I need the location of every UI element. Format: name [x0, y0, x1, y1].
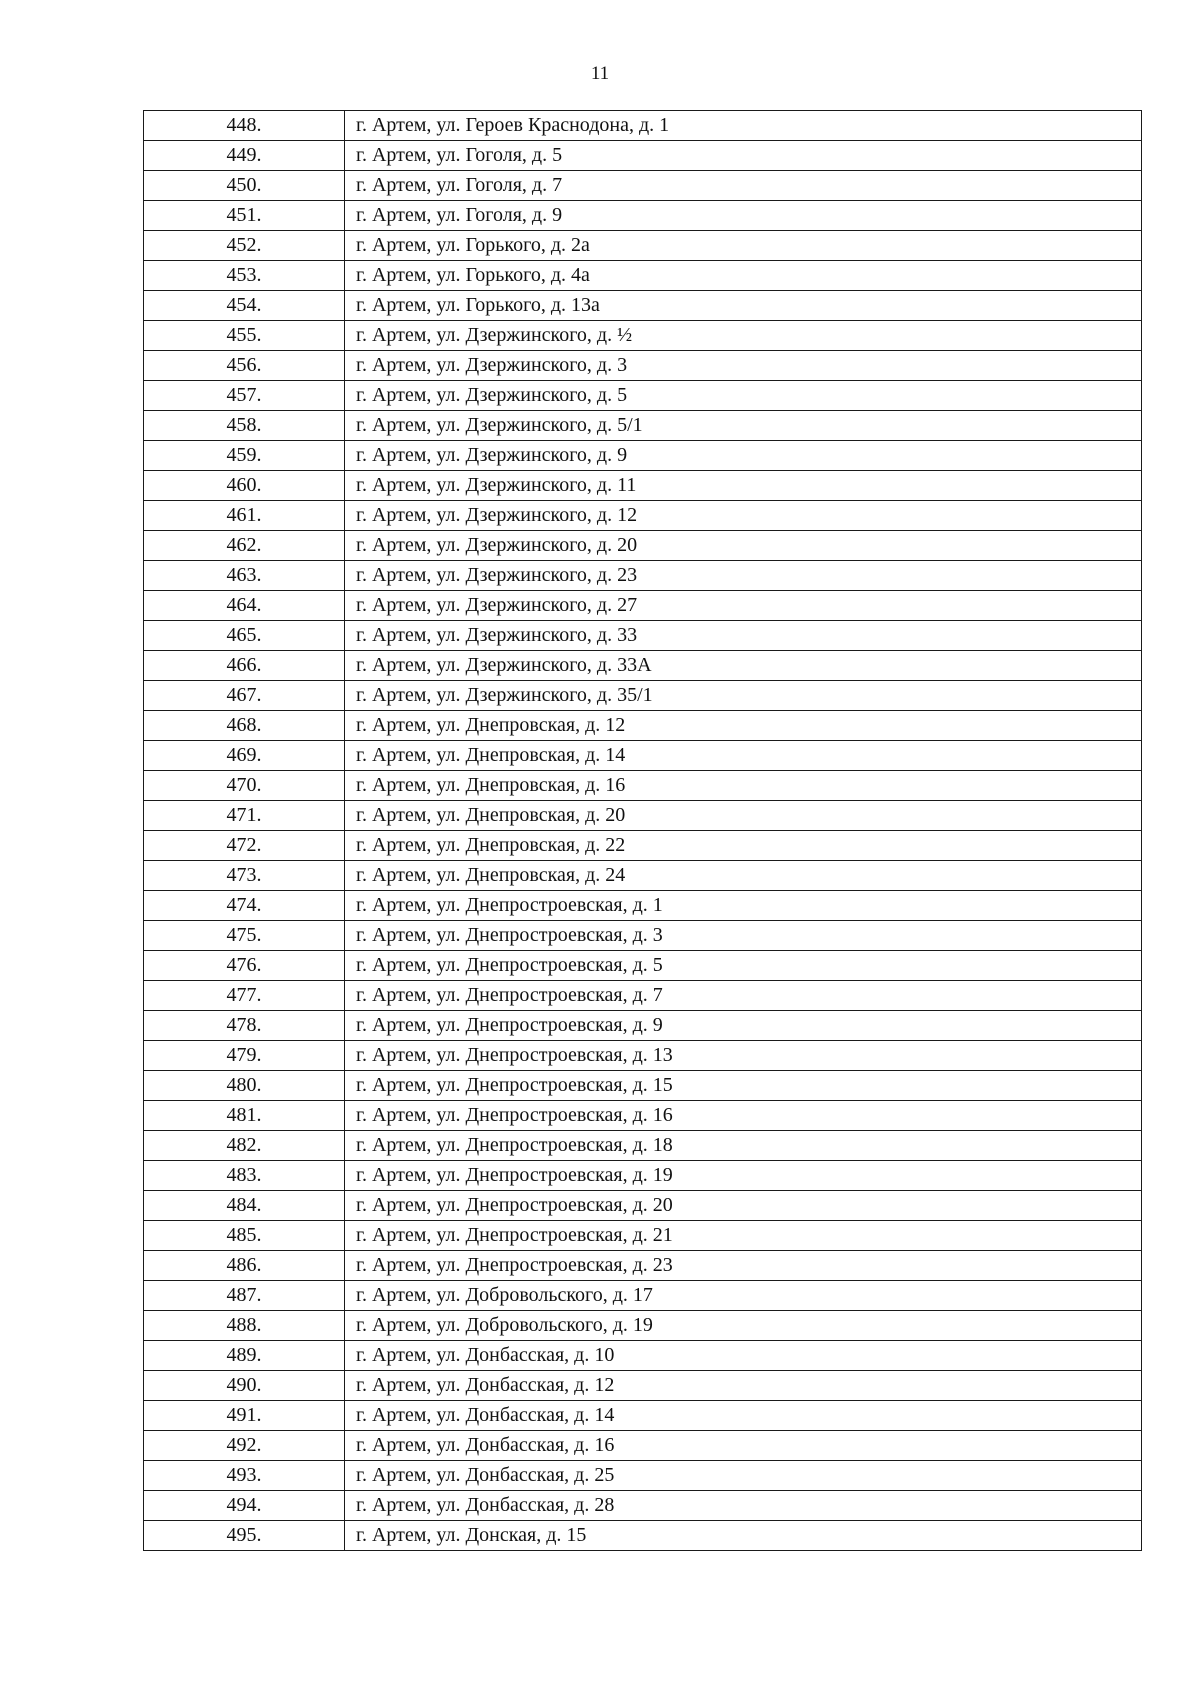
address-cell: г. Артем, ул. Добровольского, д. 17: [345, 1281, 1142, 1311]
table-row: [144, 1191, 1142, 1221]
table-row: [144, 711, 1142, 741]
table-row: [144, 1251, 1142, 1281]
table-row: [144, 561, 1142, 591]
row-number: 457.: [144, 381, 345, 411]
row-number: 467.: [144, 681, 345, 711]
row-number: 481.: [144, 1101, 345, 1131]
table-row: [144, 651, 1142, 681]
table-row: [144, 1101, 1142, 1131]
table-row: [144, 201, 1142, 231]
address-cell: г. Артем, ул. Дзержинского, д. 12: [345, 501, 1142, 531]
row-number: 477.: [144, 981, 345, 1011]
row-number: 489.: [144, 1341, 345, 1371]
table-row: [144, 291, 1142, 321]
address-cell: г. Артем, ул. Дзержинского, д. 27: [345, 591, 1142, 621]
row-number: 459.: [144, 441, 345, 471]
row-number: 463.: [144, 561, 345, 591]
table-row: [144, 261, 1142, 291]
table-row: [144, 321, 1142, 351]
address-cell: г. Артем, ул. Днепровская, д. 14: [345, 741, 1142, 771]
address-cell: г. Артем, ул. Донская, д. 15: [345, 1521, 1142, 1551]
row-number: 488.: [144, 1311, 345, 1341]
row-number: 464.: [144, 591, 345, 621]
table-row: [144, 801, 1142, 831]
page-number: 11: [590, 63, 610, 84]
table-row: [144, 951, 1142, 981]
table-row: [144, 681, 1142, 711]
address-cell: г. Артем, ул. Дзержинского, д. 35/1: [345, 681, 1142, 711]
table-row: [144, 771, 1142, 801]
row-number: 476.: [144, 951, 345, 981]
address-cell: г. Артем, ул. Днепростроевская, д. 5: [345, 951, 1142, 981]
address-cell: г. Артем, ул. Донбасская, д. 28: [345, 1491, 1142, 1521]
row-number: 460.: [144, 471, 345, 501]
table-row: [144, 1401, 1142, 1431]
table-row: [144, 111, 1142, 141]
table-row: [144, 381, 1142, 411]
address-cell: г. Артем, ул. Добровольского, д. 19: [345, 1311, 1142, 1341]
address-cell: г. Артем, ул. Днепровская, д. 16: [345, 771, 1142, 801]
row-number: 484.: [144, 1191, 345, 1221]
row-number: 486.: [144, 1251, 345, 1281]
row-number: 453.: [144, 261, 345, 291]
address-cell: г. Артем, ул. Днепростроевская, д. 21: [345, 1221, 1142, 1251]
address-cell: г. Артем, ул. Днепровская, д. 20: [345, 801, 1142, 831]
table-row: [144, 861, 1142, 891]
row-number: 487.: [144, 1281, 345, 1311]
row-number: 479.: [144, 1041, 345, 1071]
address-cell: г. Артем, ул. Героев Краснодона, д. 1: [345, 111, 1142, 141]
table-row: [144, 1161, 1142, 1191]
address-cell: г. Артем, ул. Днепростроевская, д. 19: [345, 1161, 1142, 1191]
row-number: 480.: [144, 1071, 345, 1101]
row-number: 458.: [144, 411, 345, 441]
row-number: 493.: [144, 1461, 345, 1491]
table-row: [144, 1341, 1142, 1371]
address-cell: г. Артем, ул. Дзержинского, д. 11: [345, 471, 1142, 501]
address-cell: г. Артем, ул. Днепровская, д. 12: [345, 711, 1142, 741]
table-row: [144, 1521, 1142, 1551]
address-cell: г. Артем, ул. Донбасская, д. 12: [345, 1371, 1142, 1401]
address-cell: г. Артем, ул. Гоголя, д. 7: [345, 171, 1142, 201]
row-number: 469.: [144, 741, 345, 771]
row-number: 491.: [144, 1401, 345, 1431]
row-number: 466.: [144, 651, 345, 681]
table-row: [144, 1491, 1142, 1521]
table-row: [144, 441, 1142, 471]
address-cell: г. Артем, ул. Дзержинского, д. 20: [345, 531, 1142, 561]
row-number: 454.: [144, 291, 345, 321]
address-cell: г. Артем, ул. Днепростроевская, д. 1: [345, 891, 1142, 921]
address-cell: г. Артем, ул. Донбасская, д. 16: [345, 1431, 1142, 1461]
address-cell: г. Артем, ул. Днепростроевская, д. 13: [345, 1041, 1142, 1071]
row-number: 456.: [144, 351, 345, 381]
table-row: [144, 1011, 1142, 1041]
address-cell: г. Артем, ул. Дзержинского, д. 3: [345, 351, 1142, 381]
table-row: [144, 741, 1142, 771]
address-cell: г. Артем, ул. Днепровская, д. 22: [345, 831, 1142, 861]
row-number: 490.: [144, 1371, 345, 1401]
row-number: 495.: [144, 1521, 345, 1551]
table-row: [144, 351, 1142, 381]
table-row: [144, 591, 1142, 621]
address-cell: г. Артем, ул. Горького, д. 4а: [345, 261, 1142, 291]
row-number: 461.: [144, 501, 345, 531]
address-cell: г. Артем, ул. Днепростроевская, д. 16: [345, 1101, 1142, 1131]
table-row: [144, 471, 1142, 501]
row-number: 482.: [144, 1131, 345, 1161]
row-number: 451.: [144, 201, 345, 231]
table-row: [144, 141, 1142, 171]
address-cell: г. Артем, ул. Дзержинского, д. 33: [345, 621, 1142, 651]
address-cell: г. Артем, ул. Днепростроевская, д. 18: [345, 1131, 1142, 1161]
row-number: 485.: [144, 1221, 345, 1251]
address-cell: г. Артем, ул. Днепростроевская, д. 3: [345, 921, 1142, 951]
row-number: 475.: [144, 921, 345, 951]
address-cell: г. Артем, ул. Дзержинского, д. 5: [345, 381, 1142, 411]
row-number: 492.: [144, 1431, 345, 1461]
table-row: [144, 501, 1142, 531]
row-number: 494.: [144, 1491, 345, 1521]
address-table: [143, 110, 1142, 1551]
table-row: [144, 411, 1142, 441]
row-number: 473.: [144, 861, 345, 891]
table-row: [144, 621, 1142, 651]
table-row: [144, 1131, 1142, 1161]
address-table-body: [144, 111, 1142, 1551]
address-cell: г. Артем, ул. Горького, д. 2а: [345, 231, 1142, 261]
address-cell: г. Артем, ул. Днепровская, д. 24: [345, 861, 1142, 891]
table-row: [144, 1221, 1142, 1251]
address-cell: г. Артем, ул. Донбасская, д. 14: [345, 1401, 1142, 1431]
table-row: [144, 171, 1142, 201]
table-row: [144, 891, 1142, 921]
table-row: [144, 1041, 1142, 1071]
address-cell: г. Артем, ул. Дзержинского, д. 5/1: [345, 411, 1142, 441]
table-row: [144, 1431, 1142, 1461]
row-number: 455.: [144, 321, 345, 351]
address-cell: г. Артем, ул. Дзержинского, д. 23: [345, 561, 1142, 591]
address-cell: г. Артем, ул. Донбасская, д. 10: [345, 1341, 1142, 1371]
table-row: [144, 1311, 1142, 1341]
row-number: 470.: [144, 771, 345, 801]
table-row: [144, 921, 1142, 951]
table-row: [144, 831, 1142, 861]
row-number: 474.: [144, 891, 345, 921]
row-number: 483.: [144, 1161, 345, 1191]
row-number: 471.: [144, 801, 345, 831]
address-cell: г. Артем, ул. Гоголя, д. 5: [345, 141, 1142, 171]
address-cell: г. Артем, ул. Горького, д. 13а: [345, 291, 1142, 321]
row-number: 462.: [144, 531, 345, 561]
address-cell: г. Артем, ул. Гоголя, д. 9: [345, 201, 1142, 231]
address-cell: г. Артем, ул. Днепростроевская, д. 15: [345, 1071, 1142, 1101]
address-cell: г. Артем, ул. Днепростроевская, д. 23: [345, 1251, 1142, 1281]
address-cell: г. Артем, ул. Днепростроевская, д. 9: [345, 1011, 1142, 1041]
table-row: [144, 1281, 1142, 1311]
table-row: [144, 981, 1142, 1011]
table-row: [144, 531, 1142, 561]
address-cell: г. Артем, ул. Днепростроевская, д. 7: [345, 981, 1142, 1011]
table-row: [144, 1371, 1142, 1401]
row-number: 452.: [144, 231, 345, 261]
row-number: 449.: [144, 141, 345, 171]
row-number: 465.: [144, 621, 345, 651]
address-cell: г. Артем, ул. Донбасская, д. 25: [345, 1461, 1142, 1491]
row-number: 472.: [144, 831, 345, 861]
row-number: 468.: [144, 711, 345, 741]
row-number: 478.: [144, 1011, 345, 1041]
row-number: 450.: [144, 171, 345, 201]
address-cell: г. Артем, ул. Дзержинского, д. 33А: [345, 651, 1142, 681]
table-row: [144, 1071, 1142, 1101]
address-cell: г. Артем, ул. Днепростроевская, д. 20: [345, 1191, 1142, 1221]
table-row: [144, 1461, 1142, 1491]
row-number: 448.: [144, 111, 345, 141]
address-cell: г. Артем, ул. Дзержинского, д. 9: [345, 441, 1142, 471]
address-cell: г. Артем, ул. Дзержинского, д. ½: [345, 321, 1142, 351]
table-row: [144, 231, 1142, 261]
